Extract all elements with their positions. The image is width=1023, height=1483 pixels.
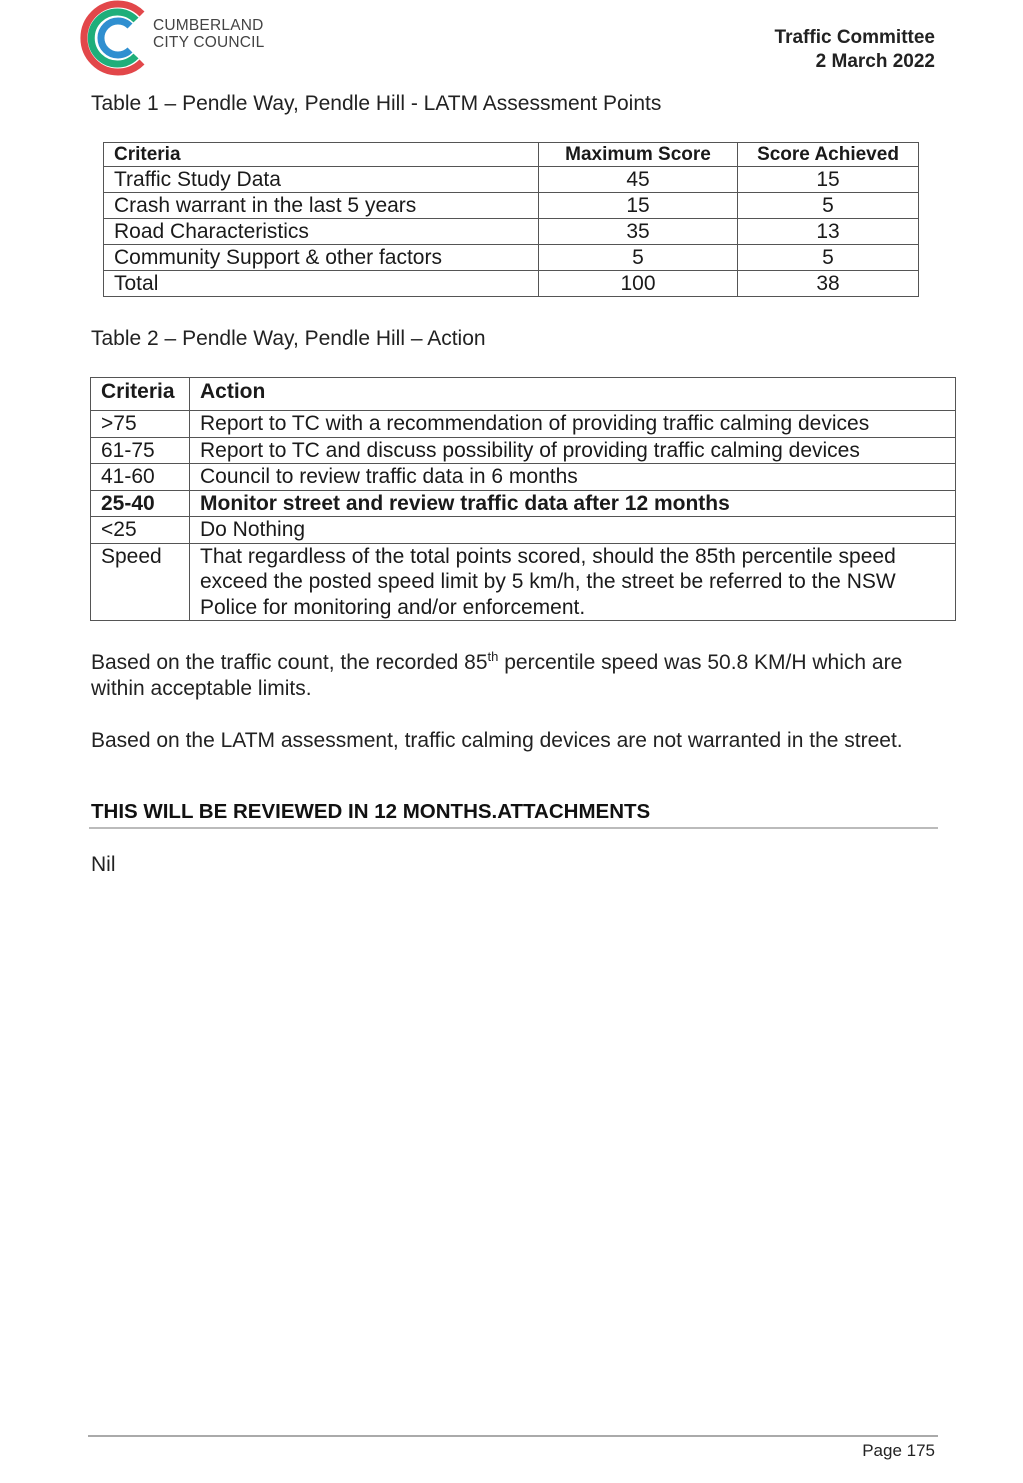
maximum-score-cell: 15 [539,193,738,219]
action-cell: Report to TC with a recommendation of providing traffic calming devices [190,411,956,438]
action-cell: Council to review traffic data in 6 months [190,464,956,491]
attachments-heading: THIS WILL BE REVIEWED IN 12 MONTHS.ATTACHMENTS [91,800,651,823]
maximum-score-cell: 45 [539,167,738,193]
maximum-score-cell: 35 [539,219,738,245]
table1-caption: Table 1 – Pendle Way, Pendle Hill - LATM Assessment Points [91,92,662,115]
speed-finding-paragraph [91,650,951,701]
organisation-name-line2: CITY COUNCIL [153,34,265,51]
table-row [104,245,919,271]
speed-finding-text-start: Based on the traffic count, the recorded 85 [91,651,488,674]
criteria-cell: 41-60 [91,464,190,491]
score-achieved-cell: 38 [738,271,919,297]
document-header [775,26,935,74]
maximum-score-cell: 100 [539,271,738,297]
maximum-score-cell: 5 [539,245,738,271]
table-row [104,219,919,245]
score-achieved-cell: 15 [738,167,919,193]
table-header-row [104,143,919,167]
table-row [104,167,919,193]
committee-title: Traffic Committee [774,27,935,48]
table-row [91,517,956,544]
meeting-date: 2 March 2022 [815,51,935,72]
criteria-cell: Community Support & other factors [104,245,539,271]
score-achieved-cell: 5 [738,193,919,219]
criteria-cell: 25-40 [91,490,190,517]
column-header-criteria: Criteria [91,378,190,411]
table-row [91,411,956,438]
speed-finding-text-end: percentile speed was 50.8 KM/H which are within acceptable limits. [91,651,903,700]
ordinal-suffix: th [487,649,499,664]
table-header-row [91,378,956,411]
criteria-cell: Road Characteristics [104,219,539,245]
criteria-cell: Traffic Study Data [104,167,539,193]
criteria-cell: Speed [91,543,190,621]
table-row [104,193,919,219]
action-cell: Do Nothing [190,517,956,544]
page-number: Page 175 [862,1441,935,1460]
criteria-cell: 61-75 [91,437,190,464]
criteria-cell: >75 [91,411,190,438]
table2-caption: Table 2 – Pendle Way, Pendle Hill – Action [91,327,486,350]
column-header-criteria: Criteria [104,143,539,167]
assessment-conclusion-paragraph: Based on the LATM assessment, traffic calming devices are not warranted in the street. [91,729,903,752]
criteria-cell: <25 [91,517,190,544]
score-achieved-cell: 13 [738,219,919,245]
assessment-points-table [103,142,919,297]
council-logo-icon [76,0,156,76]
table-row [91,464,956,491]
table-row-total [104,271,919,297]
action-cell: That regardless of the total points scored, should the 85th percentile speed exceed the posted speed limit by 5 km/h, the street be referred to the NSW Police for monitoring and/or enforcement. [190,543,956,621]
action-cell: Monitor street and review traffic data after 12 months [190,490,956,517]
table-row [91,543,956,621]
criteria-cell: Crash warrant in the last 5 years [104,193,539,219]
attachments-value: Nil [91,853,116,876]
column-header-action: Action [190,378,956,411]
column-header-score-achieved: Score Achieved [738,143,919,167]
column-header-maximum-score: Maximum Score [539,143,738,167]
footer-divider [88,1435,938,1437]
heading-divider [89,827,938,829]
logo-blue-arc [101,21,130,55]
score-achieved-cell: 5 [738,245,919,271]
action-table [90,377,956,621]
criteria-cell: Total [104,271,539,297]
organisation-name [153,17,265,51]
table-row-highlighted [91,490,956,517]
organisation-name-line1: CUMBERLAND [153,17,264,34]
table-row [91,437,956,464]
action-cell: Report to TC and discuss possibility of providing traffic calming devices [190,437,956,464]
